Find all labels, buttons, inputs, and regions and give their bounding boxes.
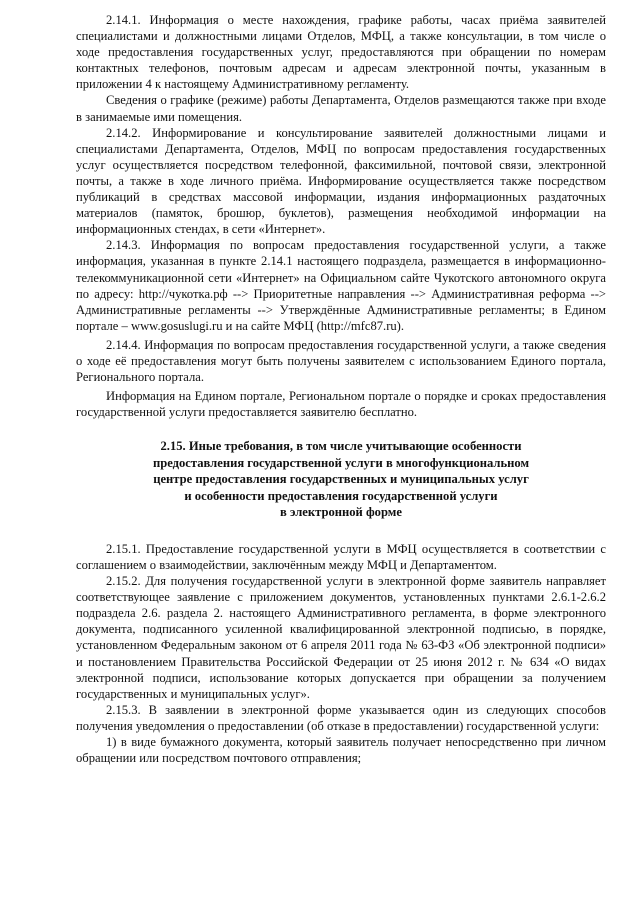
heading-line: предоставления государственной услуги в многофункциональном	[152, 455, 530, 470]
document-page	[76, 12, 606, 766]
paragraph-2-14-1: 2.14.1. Информация о месте нахождения, графике работы, часах приёма заявителей специалистами и должностными лицами Отделов, МФЦ, а также консультации, в том числе о ходе предоставления государственных услуг, предоставляются при обращении по номерам контактных телефонов, почтовым адресам и адресам электронной почты, указанным в приложении 4 к настоящему Административному регламенту.	[76, 13, 606, 92]
paragraph-2-15-3: 2.15.3. В заявлении в электронной форме указывается один из следующих способов получения уведомления о предоставлении (об отказе в предоставлении) государственной услуги:	[76, 702, 606, 733]
paragraph-2-14-2: 2.14.2. Информирование и консультирование заявителей должностными лицами и специалистами Департамента, Отделов, МФЦ по вопросам предоставления государственных услуг осуществляется посредством телефонной, факсимильной, почтовой связи, электронной почты, а также в ходе личного приёма. Информирование осуществляется также посредством публикаций в средствах массовой информации, издания информационных раздаточных материалов (памяток, брошюр, буклетов), размещения необходимой информации на информационных стендах, в сети «Интернет».	[76, 125, 606, 237]
heading-line: в электронной форме	[280, 505, 402, 520]
paragraph-2-15-2: 2.15.2. Для получения государственной услуги в электронной форме заявитель направляет соответствующее заявление с приложением документов, установленных пунктами 2.6.1-2.6.2 подраздела 2.6. раздела 2. настоящего Административного регламента, в форме электронного документа, подписанного усиленной квалифицированной электронной подписью, в порядке, установленном Федеральным законом от 6 апреля 2011 года № 63-ФЗ «Об электронной подписи» и постановлением Правительства Российской Федерации от 25 июня 2012 г. № 634 «О видах электронной подписи, использование которых допускается при обращении за получением государственных и муниципальных услуг».	[76, 574, 606, 701]
section-heading-2-15	[76, 438, 606, 521]
heading-line: центре предоставления государственных и муниципальных услуг	[153, 472, 529, 487]
paragraph-option-1: 1) в виде бумажного документа, который заявитель получает непосредственно при личном обращении или посредством почтового отправления;	[76, 734, 606, 766]
paragraph-2-14-4: 2.14.4. Информация по вопросам предоставления государственной услуги, а также сведения о ходе её предоставления могут быть получены заявителем с использованием Единого портала, Регионального портала.	[76, 337, 606, 385]
paragraph-free-info: Информация на Едином портале, Региональном портале о порядке и сроках предоставления государственной услуги предоставляется заявителю бесплатно.	[76, 389, 606, 420]
heading-line: 2.15. Иные требования, в том числе учитывающие особенности	[160, 439, 522, 454]
paragraph-2-15-1: 2.15.1. Предоставление государственной услуги в МФЦ осуществляется в соответствии с соглашением о взаимодействии, заключённым между МФЦ и Департаментом.	[76, 541, 606, 572]
paragraph-schedule-info: Сведения о графике (режиме) работы Департамента, Отделов размещаются также при входе в занимаемые ими помещения.	[76, 93, 606, 124]
heading-line: и особенности предоставления государственной услуги	[184, 488, 498, 503]
paragraph-2-14-3: 2.14.3. Информация по вопросам предоставления государственной услуги, а также информация, указанная в пункте 2.14.1 настоящего подраздела, размещается в информационно-телекоммуникационной сети «Интернет» на Официальном сайте Чукотского автономного округа по адресу: http://чукотка.рф --> Приоритетные направления --> Административная реформа --> Административные регламенты --> Утверждённые Административные регламенты; в Едином портале – www.gosuslugi.ru и на сайте МФЦ (http://mfc87.ru).	[76, 238, 606, 333]
